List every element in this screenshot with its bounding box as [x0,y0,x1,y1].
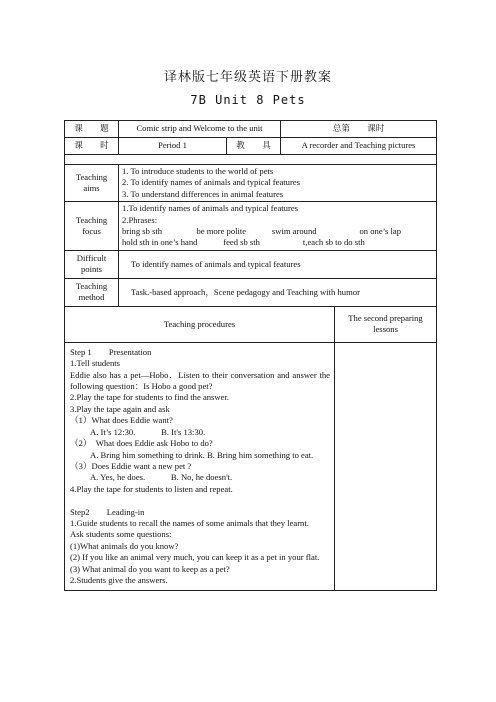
phrase-line: hold sth in one’s hand feed sb sth t,each sb to do sth [122,237,365,248]
difficult-value: To identify names of animals and typical features [119,250,437,278]
total-period-label: 总第 课时 [281,121,437,138]
step1-line: 2.Play the tape for students to find the answer. [70,392,229,403]
aim-item: 3. To understand differences in animal features [122,188,284,199]
question: （2） What does Eddie ask Hobo to do? [70,438,213,449]
step1-line: 1.Tell students [70,358,121,369]
lesson-plan-table [64,120,437,591]
aims-content [119,165,437,202]
course-label: 课 题 [65,121,119,138]
focus-content [119,202,437,251]
period-row [65,138,437,155]
period-label: 课 时 [65,138,119,155]
answer-options: A. Bring him something to drink. B. Bring him something to eat. [90,449,314,460]
step1-line: 3.Play the tape again and ask [70,403,170,414]
answer-options: A. It’s 12:30. B. It's 13:30. [90,426,206,437]
step1-line: Eddie also has a pet—Hobo．Listen to their conversation and answer the following question：Is Hobo a good pet? [70,369,330,392]
second-preparing-label: The second preparing lessons [335,306,437,342]
question: (1)What animals do you know? [70,540,179,551]
blank-line [70,495,330,506]
second-preparing-cell [335,342,437,591]
difficult-row [65,250,437,278]
spacer-cell [65,155,437,165]
spacer-row [65,155,437,165]
step2-line: 1.Guide students to recall the names of some animals that they learnt. [70,517,309,528]
aims-label: Teaching aims [65,165,119,202]
aims-row [65,165,437,202]
question: （3）Does Eddie want a new pet ? [70,460,192,471]
procedures-body-row [65,342,437,591]
focus-label: Teaching focus [65,202,119,251]
question: (2) If you like an animal very much, you can keep it as a pet in your flat. [70,552,320,563]
question: (3) What animal do you want to keep as a pet? [70,563,230,574]
aim-item: 2. To identify names of animals and typical features [122,177,300,188]
focus-row [65,202,437,251]
step2-line: 2.Students give the answers. [70,574,168,585]
focus-line: 1.To identify names of animals and typical features [122,203,298,214]
period-value: Period 1 [119,138,227,155]
step1-title: Step 1 Presentation [70,346,152,357]
step2-title: Step2 Leading-in [70,506,145,517]
method-value: Task.-based approach，Scene pedagogy and Teaching with humor [119,278,437,306]
document-title: 译林版七年级英语下册教案 [163,70,332,85]
method-label: Teaching method [65,278,119,306]
method-row [65,278,437,306]
procedures-header-row [65,306,437,342]
answer-options: A. Yes, he does. B. No, he doesn't. [90,472,233,483]
focus-line: 2.Phrases: [122,214,158,225]
step2-line: Ask students some questions: [70,529,172,540]
aids-label: 教 具 [227,138,281,155]
step1-line: 4.Play the tape for students to listen and repeat. [70,483,233,494]
aids-value: A recorder and Teaching pictures [281,138,437,155]
procedures-content [65,342,335,591]
course-row [65,121,437,138]
course-value: Comic strip and Welcome to the unit [119,121,281,138]
difficult-label: Difficult points [65,250,119,278]
procedures-label: Teaching procedures [65,306,335,342]
aim-item: 1. To introduce students to the world of pets [122,166,274,176]
unit-title: 7B Unit 8 Pets [190,93,306,107]
question: （1）What does Eddie want? [70,415,173,426]
phrase-line: bring sb sth be more polite swim around on one’s lap [122,226,402,237]
